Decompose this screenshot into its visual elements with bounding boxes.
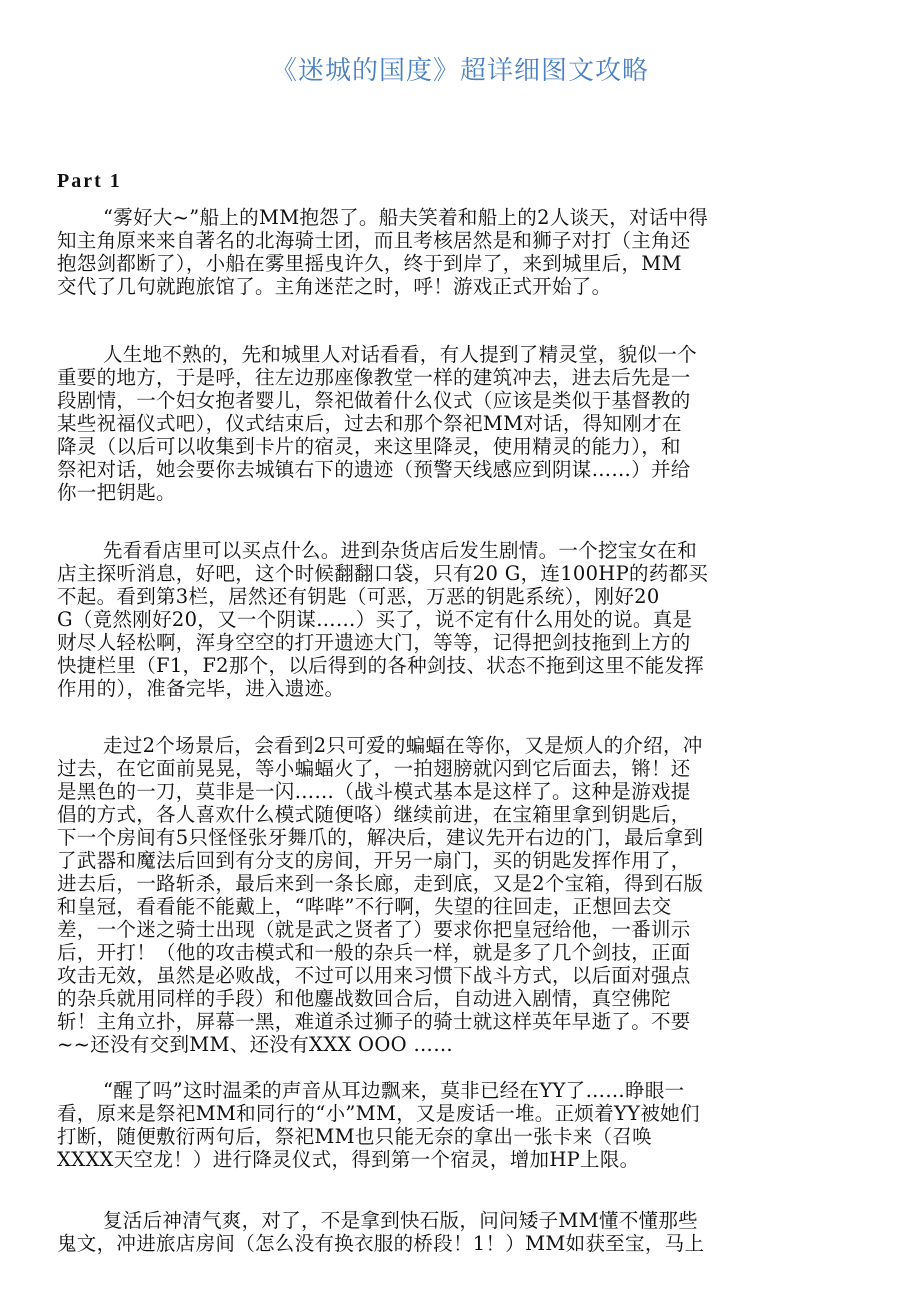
paragraph-line: G（竟然刚好20，又一个阴谋……）买了，说不定有什么用处的说。真是 bbox=[57, 608, 693, 631]
paragraph bbox=[57, 539, 857, 700]
paragraph bbox=[57, 734, 857, 1056]
paragraph-line: 进去后，一路斩杀，最后来到一条长廊，走到底，又是2个宝箱，得到石版 bbox=[57, 872, 704, 895]
paragraph-line: XXXX天空龙！）进行降灵仪式，得到第一个宿灵，增加HP上限。 bbox=[57, 1148, 640, 1171]
paragraph-line: 打断，随便敷衍两句后，祭祀MM也只能无奈的拿出一张卡来（召唤 bbox=[57, 1125, 652, 1148]
paragraph-line: “醒了吗”这时温柔的声音从耳边飘来，莫非已经在YY了……睁眼一 bbox=[103, 1079, 685, 1102]
paragraph-line: 复活后神清气爽，对了，不是拿到快石版，问问矮子MM懂不懂那些 bbox=[103, 1209, 698, 1232]
paragraph-line: 某些祝福仪式吧），仪式结束后，过去和那个祭祀MM对话，得知刚才在 bbox=[57, 412, 682, 435]
paragraph-line: 祭祀对话，她会要你去城镇右下的遗迹（预警天线感应到阴谋……）并给 bbox=[57, 458, 691, 481]
paragraph-line: 鬼文，冲进旅店房间（怎么没有换衣服的桥段！1！）MM如获至宝，马上 bbox=[57, 1232, 705, 1255]
paragraph-line: 倡的方式，各人喜欢什么模式随便咯）继续前进，在宝箱里拿到钥匙后， bbox=[57, 803, 691, 826]
paragraph-line: 作用的），准备完毕，进入遗迹。 bbox=[57, 677, 345, 700]
document-title: 《迷城的国度》超详细图文攻略 bbox=[270, 56, 649, 86]
paragraph-line: 差，一个迷之骑士出现（就是武之贤者了）要求你把皇冠给他，一番训示 bbox=[57, 918, 691, 941]
paragraph bbox=[57, 1079, 857, 1171]
paragraph-line: 人生地不熟的，先和城里人对话看看，有人提到了精灵堂，貌似一个 bbox=[103, 343, 698, 366]
paragraph-line: 了武器和魔法后回到有分支的房间，开另一扇门，买的钥匙发挥作用了， bbox=[57, 849, 691, 872]
paragraph-line: 走过2个场景后，会看到2只可爱的蝙蝠在等你，又是烦人的介绍，冲 bbox=[103, 734, 703, 757]
section-heading: Part 1 bbox=[57, 170, 122, 192]
paragraph-line: 的杂兵就用同样的手段）和他鏖战数回合后，自动进入剧情，真空佛陀 bbox=[57, 987, 671, 1010]
paragraph-line: 先看看店里可以买点什么。进到杂货店后发生剧情。一个挖宝女在和 bbox=[103, 539, 698, 562]
paragraph-line: 看，原来是祭祀MM和同行的“小”MM，又是废话一堆。正烦着YY被她们 bbox=[57, 1102, 700, 1125]
paragraph-line: 重要的地方，于是呼，往左边那座像教堂一样的建筑冲去，进去后先是一 bbox=[57, 366, 691, 389]
paragraph-line: 斩！主角立扑，屏幕一黑，难道杀过狮子的骑士就这样英年早逝了。不要 bbox=[57, 1010, 691, 1033]
paragraph-line: 财尽人轻松啊，浑身空空的打开遗迹大门，等等，记得把剑技拖到上方的 bbox=[57, 631, 691, 654]
paragraph-line: 降灵（以后可以收集到卡片的宿灵，来这里降灵，使用精灵的能力），和 bbox=[57, 435, 681, 458]
paragraph-line: 攻击无效，虽然是必败战，不过可以用来习惯下战斗方式，以后面对强点 bbox=[57, 964, 691, 987]
paragraph-line: 不起。看到第3栏，居然还有钥匙（可恶，万恶的钥匙系统），刚好20 bbox=[57, 585, 660, 608]
paragraph-line: 店主探听消息，好吧，这个时候翻翻口袋，只有20 G，连100HP的药都买 bbox=[57, 562, 709, 585]
paragraph-line: 你一把钥匙。 bbox=[57, 481, 176, 504]
paragraph bbox=[57, 1209, 857, 1255]
paragraph-line: 后，开打！（他的攻击模式和一般的杂兵一样，就是多了几个剑技，正面 bbox=[57, 941, 691, 964]
paragraph-line: 段剧情，一个妇女抱者婴儿，祭祀做着什么仪式（应该是类似于基督教的 bbox=[57, 389, 691, 412]
paragraph-line: 交代了几句就跑旅馆了。主角迷茫之时，呼！游戏正式开始了。 bbox=[57, 275, 612, 298]
paragraph-line: 和皇冠，看看能不能戴上，“哔哔”不行啊，失望的往回走，正想回去交 bbox=[57, 895, 672, 918]
paragraph-line: 知主角原来来自著名的北海骑士团，而且考核居然是和狮子对打（主角还 bbox=[57, 229, 691, 252]
paragraph-line: 下一个房间有5只怪怪张牙舞爪的，解决后，建议先开右边的门，最后拿到 bbox=[57, 826, 704, 849]
paragraph bbox=[57, 343, 857, 504]
paragraph-line: 抱怨剑都断了），小船在雾里摇曳许久，终于到岸了，来到城里后，MM bbox=[57, 252, 682, 275]
paragraph-line: “雾好大~”船上的MM抱怨了。船夫笑着和船上的2人谈天，对话中得 bbox=[103, 206, 709, 229]
paragraph-line: ~~还没有交到MM、还没有XXX OOO …… bbox=[57, 1033, 454, 1056]
paragraph-line: 过去，在它面前晃晃，等小蝙蝠火了，一拍翅膀就闪到它后面去，锵！还 bbox=[57, 757, 691, 780]
paragraph-line: 快捷栏里（F1，F2那个，以后得到的各种剑技、状态不拖到这里不能发挥 bbox=[57, 654, 705, 677]
paragraph bbox=[57, 206, 857, 298]
paragraph-line: 是黑色的一刀，莫非是一闪……（战斗模式基本是这样了。这种是游戏提 bbox=[57, 780, 691, 803]
